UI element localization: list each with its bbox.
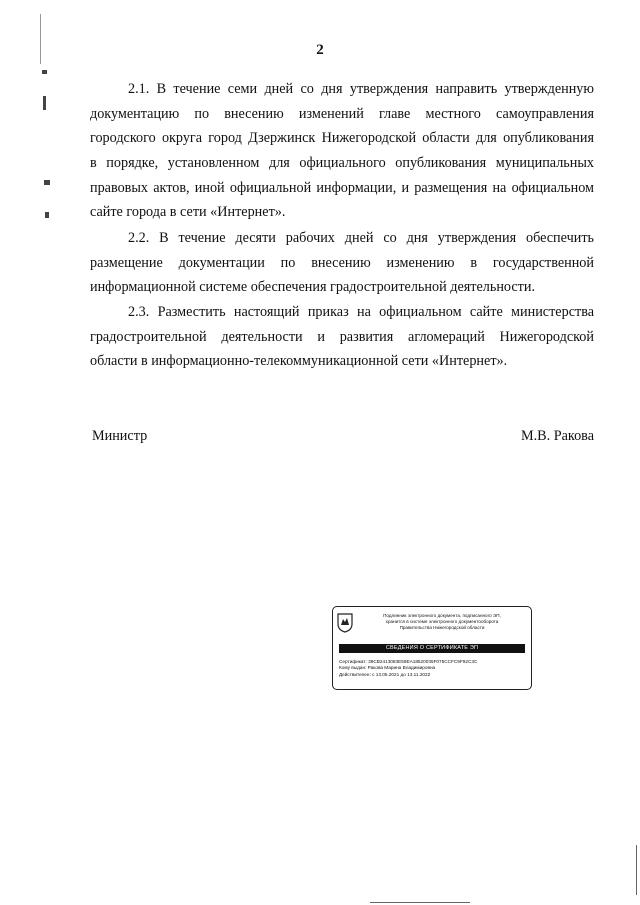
text-line: в порядке, установленном для официального опубликования муниципальных [90,155,594,172]
text-line: области в информационно-телекоммуникационной сети «Интернет». [90,353,508,370]
scan-artifact [370,902,470,903]
text-line: сайте города в сети «Интернет». [90,204,286,221]
paragraph-2-2 [90,226,594,300]
text-line: размещение документации по внесению изменению в государственной [90,254,594,271]
issued-to-row: Кому выдан: Ракова Марина Владимировна [339,665,436,671]
certificate-row: Сертификат: 39CB2413083E59EA18520035F075CCFC9F92C3C [339,659,478,664]
signature-position: Министр [92,428,148,444]
e-signature-stamp [332,606,532,690]
stamp-header: СВЕДЕНИЯ О СЕРТИФИКАТЕ ЭП [339,644,525,653]
page-number: 2 [316,42,324,58]
text-line: градостроительной деятельности и развития агломераций Нижегородской [90,328,594,345]
signature-name: М.В. Ракова [521,428,594,444]
text-line: правовых актов, иной официальной информации, и размещения на официальном [90,179,594,196]
stamp-title-line: хранится в системе электронного документооборота [385,619,499,624]
coat-of-arms-icon [337,613,353,633]
paragraph-2-3 [90,300,594,374]
stamp-title-line: Подлинник электронного документа, подписанного ЭП, [383,613,501,618]
text-line: 2.1. В течение семи дней со дня утверждения направить утвержденную [128,81,594,97]
scan-artifact [42,70,47,74]
paragraph-2-1 [90,77,594,225]
text-line: 2.3. Разместить настоящий приказ на официальном сайте министерства [128,304,594,320]
stamp-title [355,613,529,631]
validity-row: Действителен: с 13.05.2021 до 13.11.2022 [339,671,431,677]
text-line: информационной системе обеспечения градостроительной деятельности. [90,279,535,296]
text-line: 2.2. В течение десяти рабочих дней со дня утверждения обеспечить [128,230,594,246]
text-line: городского округа город Дзержинск Нижегородской области для опубликования [90,130,594,147]
stamp-title-line: Правительства Нижегородской области [399,625,485,630]
scan-artifact [44,180,50,185]
scan-artifact [45,212,49,218]
scan-artifact [40,14,41,64]
stamp-details [339,659,477,678]
text-line: документацию по внесению изменений главе местного самоуправления [90,105,594,122]
scan-artifact [636,845,637,895]
scan-artifact [43,96,46,110]
